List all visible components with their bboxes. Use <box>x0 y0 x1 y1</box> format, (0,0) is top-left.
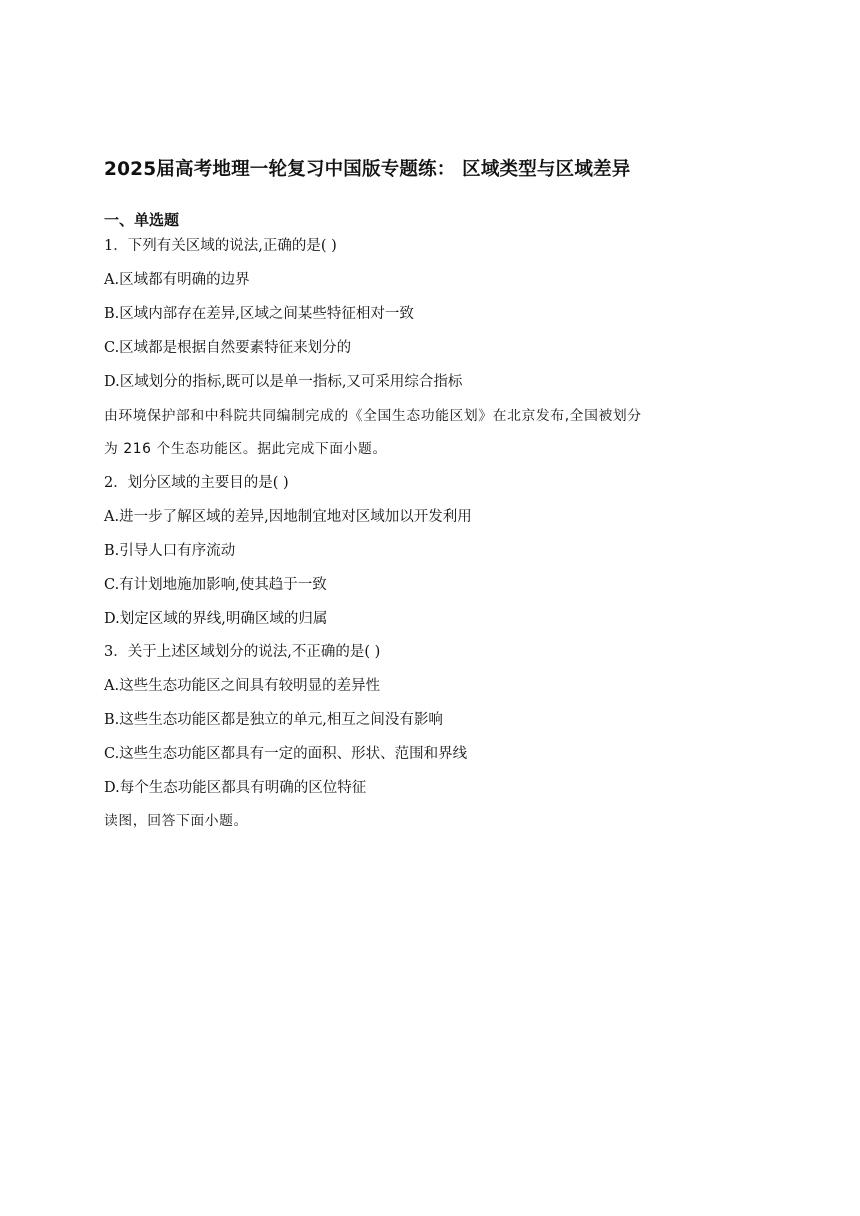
question-3-option-c: C.这些生态功能区都具有一定的面积、形状、范围和界线 <box>104 746 468 762</box>
question-2-option-d: D.划定区域的界线,明确区域的归属 <box>104 611 328 627</box>
material-1-line-1: 由环境保护部和中科院共同编制完成的《全国生态功能区划》在北京发布,全国被划分 <box>104 408 642 424</box>
material-2: 读图，回答下面小题。 <box>104 813 248 829</box>
question-1-option-c: C.区域都是根据自然要素特征来划分的 <box>104 340 352 356</box>
document-title: 2025届高考地理一轮复习中国版专题练： 区域类型与区域差异 <box>104 159 631 180</box>
question-1-option-b: B.区域内部存在差异,区域之间某些特征相对一致 <box>104 306 414 322</box>
question-3-option-d: D.每个生态功能区都具有明确的区位特征 <box>104 780 367 796</box>
section-heading: 一、单选题 <box>104 211 180 229</box>
question-2-option-c: C.有计划地施加影响,使其趋于一致 <box>104 577 327 593</box>
question-3-stem: 3．关于上述区域划分的说法,不正确的是( ) <box>104 644 381 660</box>
question-1-option-a: A.区域都有明确的边界 <box>104 272 250 288</box>
question-2-option-a: A.进一步了解区域的差异,因地制宜地对区域加以开发利用 <box>104 509 472 525</box>
question-2-option-b: B.引导人口有序流动 <box>104 543 236 559</box>
question-1-option-d: D.区域划分的指标,既可以是单一指标,又可采用综合指标 <box>104 374 463 390</box>
material-1-line-2: 为 216 个生态功能区。据此完成下面小题。 <box>104 441 387 457</box>
question-2-stem: 2．划分区域的主要目的是( ) <box>104 475 289 491</box>
question-1-stem: 1．下列有关区域的说法,正确的是( ) <box>104 238 337 254</box>
question-3-option-b: B.这些生态功能区都是独立的单元,相互之间没有影响 <box>104 712 443 728</box>
question-3-option-a: A.这些生态功能区之间具有较明显的差异性 <box>104 678 381 694</box>
